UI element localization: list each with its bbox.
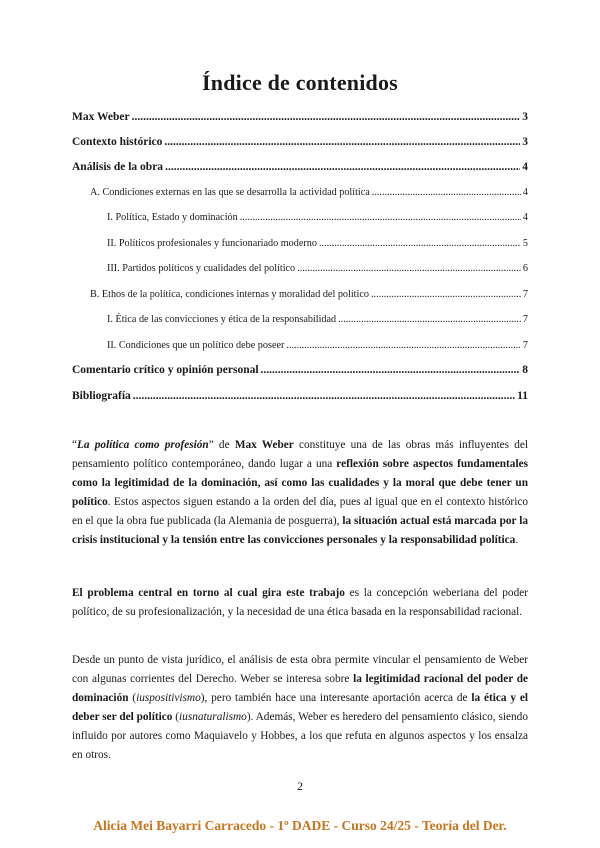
toc-page-number: 3: [522, 136, 528, 148]
toc-leader-dots: [261, 364, 521, 376]
intro-paragraph-2: [72, 584, 528, 622]
bold-run: reflexión sobre aspectos fundamentales como la legitimidad de la dominación, así como las cualidades y la moral que debe tener un político: [72, 458, 529, 508]
toc-leader-dots: [372, 187, 521, 198]
text-run: ). Además, Weber es heredero del pensamiento clásico, siendo influido por autores como Maquiavelo y Hobbes, a los que refuta en algunos aspectos y los ensalza en otros.: [72, 711, 528, 761]
text-run: .: [515, 534, 519, 546]
toc-entry-label: I. Ética de las convicciones y ética de la responsabilidad: [107, 314, 337, 325]
toc-page-number: 4: [522, 161, 528, 173]
toc-entry-contexto-historico[interactable]: [72, 136, 528, 148]
text-run: Desde un punto de vista jurídico, el análisis de esta obra permite vincular el pensamiento de Weber con algunas corrientes del Derecho. Weber se interesa sobre: [72, 654, 528, 685]
text-run: constituye una de las obras más influyentes del pensamiento político contemporáneo, dando lugar a una: [72, 439, 529, 470]
toc-leader-dots: [133, 390, 515, 402]
toc-entry-label: III. Partidos políticos y cualidades del político: [107, 263, 296, 274]
toc-leader-dots: [338, 314, 521, 325]
toc-entry-label: I. Política, Estado y dominación: [107, 212, 238, 223]
toc-leader-dots: [132, 111, 521, 123]
author-name: Max Weber: [234, 439, 294, 451]
toc-page-number: 8: [522, 364, 528, 376]
toc-page-number: 7: [522, 340, 528, 351]
text-run: (: [128, 692, 137, 704]
bold-run: El problema central en torno al cual gira este trabajo: [72, 587, 345, 599]
toc-leader-dots: [164, 136, 520, 148]
intro-paragraph-1: [72, 436, 528, 550]
toc-entry-condiciones-politico[interactable]: [107, 340, 528, 351]
toc-entry-max-weber[interactable]: [72, 111, 528, 123]
toc-leader-dots: [319, 238, 521, 249]
bold-run: la legitimidad racional del poder de dominación: [72, 673, 528, 704]
bold-run: la ética y el deber ser del político: [72, 692, 528, 723]
italic-run: iusnaturalismo: [179, 711, 247, 723]
close-quote: ”: [208, 439, 214, 451]
toc-page-number: 11: [517, 390, 528, 402]
toc-leader-dots: [371, 289, 521, 300]
toc-page-number: 5: [522, 238, 528, 249]
toc-entry-bibliografia[interactable]: [72, 390, 528, 402]
toc-entry-comentario-critico[interactable]: [72, 364, 528, 376]
text-run: es la concepción weberiana del poder político, de su profesionalización, y la necesidad de una ética basada en la responsabilidad racional.: [72, 587, 528, 618]
toc-leader-dots: [165, 161, 520, 173]
toc-page-number: 6: [522, 263, 528, 274]
open-quote: “: [72, 439, 78, 451]
page-number: 2: [297, 779, 303, 793]
intro-paragraph-3: [72, 651, 528, 765]
toc-leader-dots: [240, 212, 521, 223]
toc-entry-ethos-politica[interactable]: [90, 289, 528, 300]
toc-leader-dots: [286, 340, 521, 351]
toc-entry-label: A. Condiciones externas en las que se desarrolla la actividad política: [90, 187, 370, 198]
footer-author-line: Alicia Mei Bayarri Carracedo - 1º DADE - Curso 24/25 - Teoría del Der.: [93, 818, 507, 833]
toc-page-number: 7: [522, 314, 528, 325]
toc-entry-label: B. Ethos de la política, condiciones internas y moralidad del político: [90, 289, 369, 300]
toc-entry-label: II. Condiciones que un político debe poseer: [107, 340, 285, 351]
work-title: La política como profesión: [77, 439, 209, 451]
toc-page-number: 7: [522, 289, 528, 300]
toc-page-number: 4: [522, 187, 528, 198]
toc-entry-condiciones-externas[interactable]: [90, 187, 528, 198]
text-run: (: [172, 711, 180, 723]
text-run: ), pero también hace una interesante aportación acerca de: [200, 692, 472, 704]
toc-entry-label: Contexto histórico: [72, 136, 163, 148]
toc-entry-label: Max Weber: [72, 111, 130, 123]
toc-entry-partidos-politicos[interactable]: [107, 263, 528, 274]
toc-entry-etica-convicciones[interactable]: [107, 314, 528, 325]
toc-entry-label: Comentario crítico y opinión personal: [72, 364, 259, 376]
toc-title: Índice de contenidos: [202, 70, 398, 95]
toc-entry-politica-estado[interactable]: [107, 212, 528, 223]
toc-entry-label: Bibliografía: [72, 390, 131, 402]
text-run: . Estos aspectos siguen estando a la orden del día, pues al igual que en el contexto histórico en el que la obra fue publicada (la Alemania de posguerra),: [72, 496, 528, 527]
toc-leader-dots: [297, 263, 521, 274]
text-run: de: [213, 439, 235, 451]
toc-entry-politicos-profesionales[interactable]: [107, 238, 528, 249]
toc-page-number: 4: [522, 212, 528, 223]
toc-entry-analisis-obra[interactable]: [72, 161, 528, 173]
italic-run: iuspositivismo: [136, 692, 201, 704]
toc-entry-label: II. Políticos profesionales y funcionariado moderno: [107, 238, 317, 249]
bold-run: la situación actual está marcada por la crisis institucional y la tensión entre las convicciones personales y la responsabilidad política: [72, 515, 528, 546]
toc-page-number: 3: [522, 111, 528, 123]
toc-entry-label: Análisis de la obra: [72, 161, 164, 173]
